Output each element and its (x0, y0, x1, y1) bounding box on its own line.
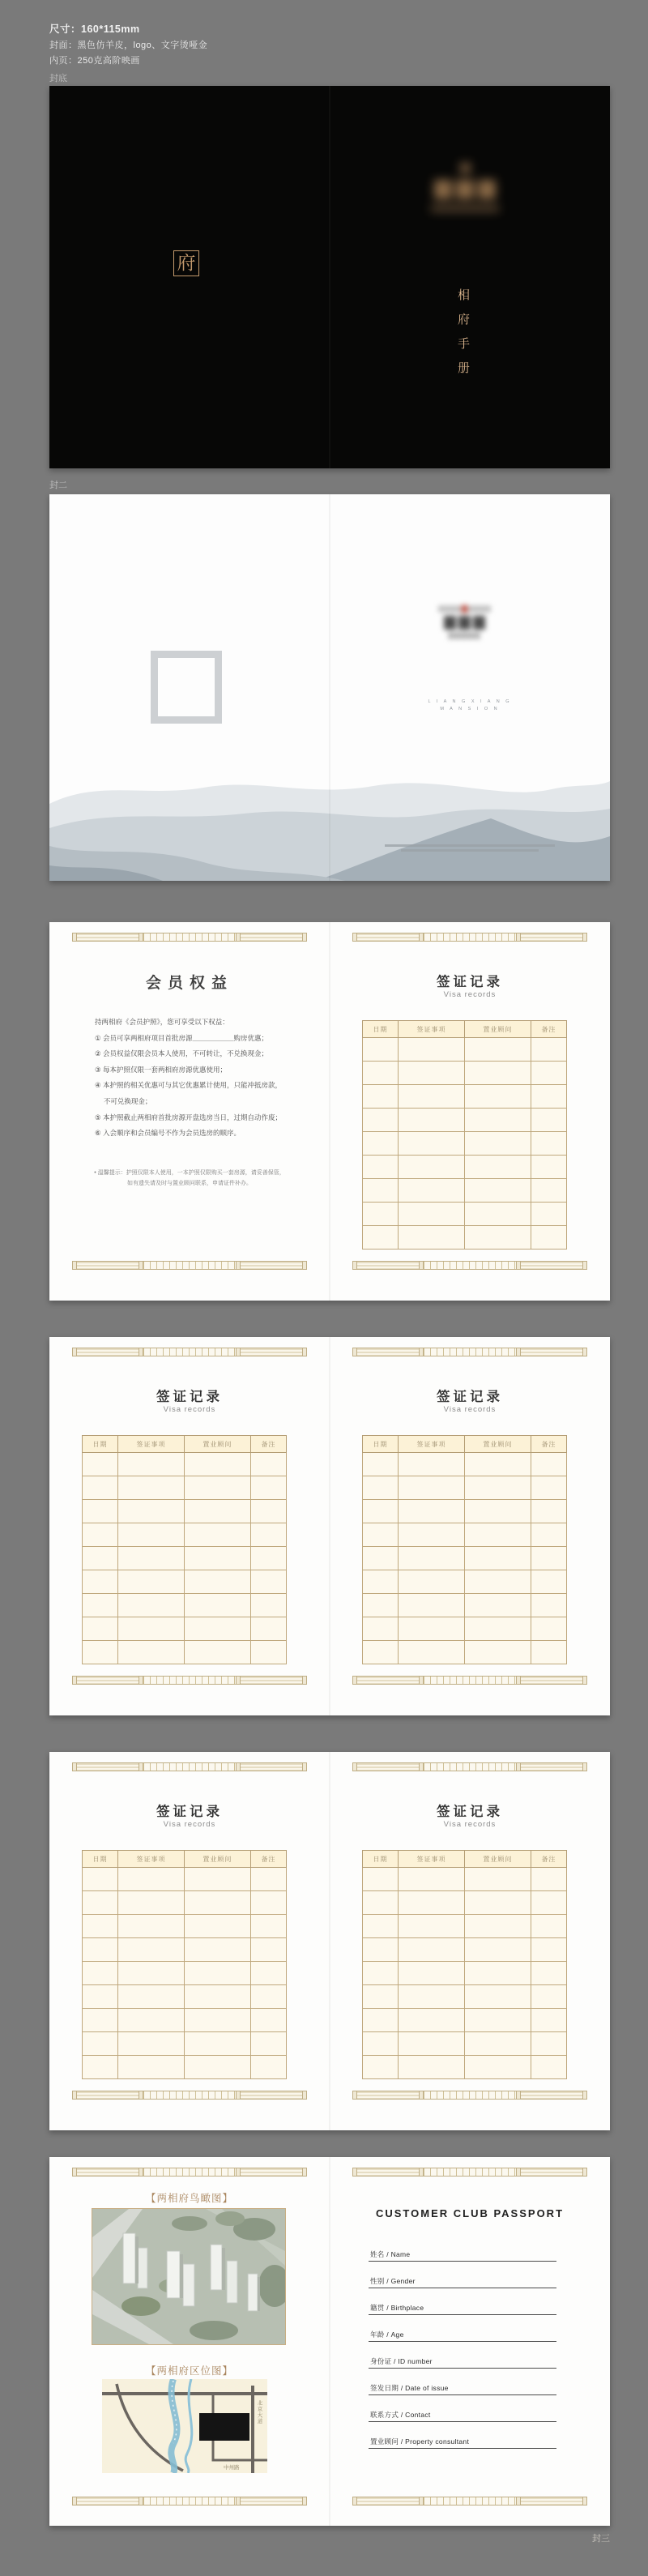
visa-records-table (362, 1850, 567, 2079)
passport-field (369, 2425, 556, 2452)
visa-empty-row (363, 1938, 567, 1962)
visa-column-header: 置业顾问 (464, 1021, 531, 1038)
cover-spread (49, 86, 610, 468)
label-inside-front: 封二 (49, 481, 67, 490)
passport-field (369, 2345, 556, 2372)
visa-empty-row (363, 1594, 567, 1617)
visa-records-table (362, 1020, 567, 1250)
passport-fields (369, 2238, 556, 2452)
label-back-cover: 封底 (49, 74, 67, 83)
passport-field (369, 2292, 556, 2318)
benefits-spread (49, 922, 610, 1301)
passport-field-label: 签发日期 / Date of issue (370, 2384, 449, 2392)
visa-empty-row (83, 1891, 287, 1915)
benefit-line: 持两相府《会员护照》，您可享受以下权益： (95, 1018, 229, 1026)
project-site-marker (199, 2413, 249, 2441)
visa-empty-row (363, 2056, 567, 2079)
ornament-band-top (72, 933, 307, 942)
visa-empty-row (363, 1062, 567, 1085)
ornament-band-bottom (352, 1261, 587, 1270)
ornament-band-top (352, 933, 587, 942)
visa-records-table (82, 1850, 287, 2079)
visa-column-header: 备注 (531, 1851, 566, 1868)
visa-spread-2 (49, 1752, 610, 2130)
visa-empty-row (363, 1203, 567, 1226)
visa-empty-row (83, 1453, 287, 1476)
visa-column-header: 日期 (83, 1851, 118, 1868)
ornament-band-top (72, 1348, 307, 1356)
spec-size-line: 尺寸：160*115mm (49, 23, 140, 35)
visa-column-header: 备注 (250, 1436, 286, 1453)
visa-records-page (330, 1337, 610, 1715)
visa-column-header: 签证事项 (118, 1851, 185, 1868)
cover-vertical-title: 相 府 手 册 (458, 288, 471, 375)
passport-field (369, 2265, 556, 2292)
visa-empty-row (83, 1617, 287, 1641)
visa-empty-row (363, 1156, 567, 1179)
visa-column-header: 日期 (83, 1436, 118, 1453)
visa-column-header: 签证事项 (399, 1851, 465, 1868)
benefits-note (80, 1168, 299, 1189)
visa-column-header: 签证事项 (118, 1436, 185, 1453)
ornament-band-bottom (72, 2497, 307, 2506)
benefit-line: ④ 本护照的相关优惠可与其它优惠累计使用，只能冲抵房款， (95, 1081, 282, 1090)
ornament-band-bottom (72, 1676, 307, 1685)
visa-empty-row (363, 1617, 567, 1641)
passport-field-label: 性别 / Gender (370, 2277, 416, 2285)
aerial-view-label: 【两相府鸟瞰图】 (145, 2193, 233, 2204)
visa-records-subtitle: Visa records (443, 1820, 497, 1829)
benefits-text (95, 1015, 302, 1142)
benefit-line: ⑤ 本护照截止两相府首批房源开盘选房当日，过期自动作废； (95, 1113, 282, 1121)
visa-empty-row (83, 1476, 287, 1500)
visa-empty-row (83, 1985, 287, 2009)
passport-field (369, 2318, 556, 2345)
aerial-rendering (92, 2209, 285, 2344)
visa-empty-row (83, 2009, 287, 2032)
visa-empty-row (363, 1500, 567, 1523)
visa-spread-1 (49, 1337, 610, 1715)
benefit-note-line: • 温馨提示：护照仅限本人使用，一本护照仅限购买一套房源，请妥善保管， (94, 1170, 285, 1176)
visa-empty-row (363, 1476, 567, 1500)
visa-empty-row (363, 1962, 567, 1985)
visa-column-header: 置业顾问 (184, 1436, 250, 1453)
passport-form-page (330, 2157, 610, 2526)
passport-field (369, 2238, 556, 2265)
aerial-view-photo (92, 2208, 286, 2345)
ornament-band-top (352, 2168, 587, 2177)
visa-empty-row (363, 1891, 567, 1915)
visa-records-subtitle: Visa records (443, 1405, 497, 1414)
visa-empty-row (363, 1868, 567, 1891)
visa-empty-row (363, 2009, 567, 2032)
visa-records-subtitle: Visa records (163, 1820, 216, 1829)
visa-records-title: 签证记录 (437, 1805, 503, 1819)
visa-empty-row (83, 1962, 287, 1985)
ornament-band-top (72, 1762, 307, 1771)
location-map-label: 【两相府区位图】 (145, 2365, 233, 2377)
letterspaced-caption: L I A N G X I A N G M A N S I O N (428, 699, 512, 711)
visa-empty-row (363, 2032, 567, 2056)
passport-field-label: 联系方式 / Contact (370, 2411, 431, 2419)
visa-table-header (83, 1436, 287, 1453)
visa-records-page (49, 1337, 330, 1715)
visa-empty-row (83, 1523, 287, 1547)
visa-table-header (83, 1851, 287, 1868)
visa-table-header (363, 1436, 567, 1453)
ornament-band-bottom (352, 2497, 587, 2506)
ornament-band-bottom (352, 1676, 587, 1685)
visa-column-header: 置业顾问 (464, 1436, 531, 1453)
spec-cover-line: 封面：黑色仿羊皮，logo、文字烫哑金 (49, 41, 208, 50)
ornament-band-bottom (352, 2091, 587, 2100)
ornament-band-top (352, 1762, 587, 1771)
visa-records-title: 签证记录 (156, 1390, 223, 1404)
ornament-band-bottom (72, 1261, 307, 1270)
visa-column-header: 备注 (531, 1021, 566, 1038)
ornament-band-bottom (72, 2091, 307, 2100)
visa-empty-row (363, 1085, 567, 1109)
visa-empty-row (83, 1547, 287, 1570)
benefit-line: ① 会员可享两相府项目首批房源＿＿＿＿＿＿购房优惠； (95, 1033, 268, 1042)
red-seal-mark (462, 605, 467, 613)
passport-field-label: 姓名 / Name (370, 2250, 411, 2258)
visa-records-page (330, 1752, 610, 2130)
inside-front-left-page (49, 494, 330, 881)
back-cover-page (49, 86, 330, 468)
blurred-logo-with-red-seal (430, 605, 498, 646)
visa-column-header: 签证事项 (399, 1436, 465, 1453)
visa-empty-row (83, 1594, 287, 1617)
visa-empty-row (363, 1038, 567, 1062)
member-benefits-page (49, 922, 330, 1301)
visa-column-header: 备注 (531, 1436, 566, 1453)
benefit-line: ③ 每本护照仅限一套两相府房源优惠使用； (95, 1065, 227, 1074)
spec-innerpage-line: 内页：250克高阶映画 (49, 56, 140, 66)
passport-spread (49, 2157, 610, 2526)
visa-empty-row (83, 1938, 287, 1962)
blurred-brand-logo (404, 147, 526, 227)
visa-column-header: 签证事项 (399, 1021, 465, 1038)
visa-records-page (49, 1752, 330, 2130)
inside-front-right-page (330, 494, 610, 881)
visa-empty-row (83, 2032, 287, 2056)
visa-empty-row (83, 1570, 287, 1594)
project-images-page (49, 2157, 330, 2526)
visa-table-header (363, 1021, 567, 1038)
location-map (102, 2379, 267, 2473)
visa-empty-row (363, 1523, 567, 1547)
visa-empty-row (363, 1453, 567, 1476)
visa-column-header: 日期 (363, 1851, 399, 1868)
visa-records-subtitle: Visa records (163, 1405, 216, 1414)
ornament-band-top (352, 1348, 587, 1356)
visa-empty-row (363, 1226, 567, 1250)
visa-records-table (362, 1435, 567, 1664)
visa-empty-row (363, 1547, 567, 1570)
visa-column-header: 置业顾问 (184, 1851, 250, 1868)
visa-column-header: 日期 (363, 1021, 399, 1038)
visa-records-title: 签证记录 (437, 975, 503, 989)
visa-empty-row (363, 1570, 567, 1594)
visa-column-header: 日期 (363, 1436, 399, 1453)
visa-empty-row (363, 1109, 567, 1132)
map-road-vertical: 北京大道 (256, 2400, 262, 2424)
inside-front-spread (49, 494, 610, 881)
visa-column-header: 备注 (250, 1851, 286, 1868)
passport-field-label: 年龄 / Age (370, 2330, 404, 2339)
benefits-title: 会员权益 (145, 975, 233, 992)
visa-table-header (363, 1851, 567, 1868)
passport-field-label: 置业顾问 / Property consultant (370, 2437, 470, 2446)
visa-empty-row (363, 1132, 567, 1156)
empty-photo-frame (151, 651, 222, 724)
label-inside-back: 封三 (592, 2534, 610, 2544)
fine-print-line (385, 844, 555, 847)
passport-title: CUSTOMER CLUB PASSPORT (375, 2207, 565, 2219)
passport-field (369, 2399, 556, 2425)
visa-empty-row (363, 1641, 567, 1664)
front-cover-page (330, 86, 610, 468)
fine-print-line (401, 849, 539, 852)
visa-records-subtitle: Visa records (443, 990, 497, 999)
visa-records-title: 签证记录 (156, 1805, 223, 1819)
passport-field-label: 籍贯 / Birthplace (370, 2304, 424, 2312)
passport-field-label: 身份证 / ID number (370, 2357, 433, 2365)
visa-records-table (82, 1435, 287, 1664)
brand-seal-logo: 府 (173, 250, 199, 276)
benefit-line: ⑥ 入会顺序和会员编号不作为会员选房的顺序。 (95, 1129, 241, 1138)
visa-column-header: 置业顾问 (464, 1851, 531, 1868)
benefit-line: 不可兑换现金； (95, 1096, 152, 1105)
visa-empty-row (83, 2056, 287, 2079)
visa-empty-row (363, 1915, 567, 1938)
visa-empty-row (83, 1868, 287, 1891)
map-road-bottom: 中州路 (224, 2465, 240, 2471)
visa-empty-row (83, 1500, 287, 1523)
ornament-band-top (72, 2168, 307, 2177)
visa-records-page (330, 922, 610, 1301)
visa-records-title: 签证记录 (437, 1390, 503, 1404)
visa-empty-row (83, 1915, 287, 1938)
visa-empty-row (83, 1641, 287, 1664)
passport-field (369, 2372, 556, 2399)
visa-empty-row (363, 1985, 567, 2009)
benefit-line: ② 会员权益仅限会员本人使用，不可转让，不兑换现金； (95, 1049, 268, 1058)
benefit-note-line: 如有遗失请及时与置业顾问联系，申请证件补办。 (127, 1181, 252, 1186)
visa-empty-row (363, 1179, 567, 1203)
